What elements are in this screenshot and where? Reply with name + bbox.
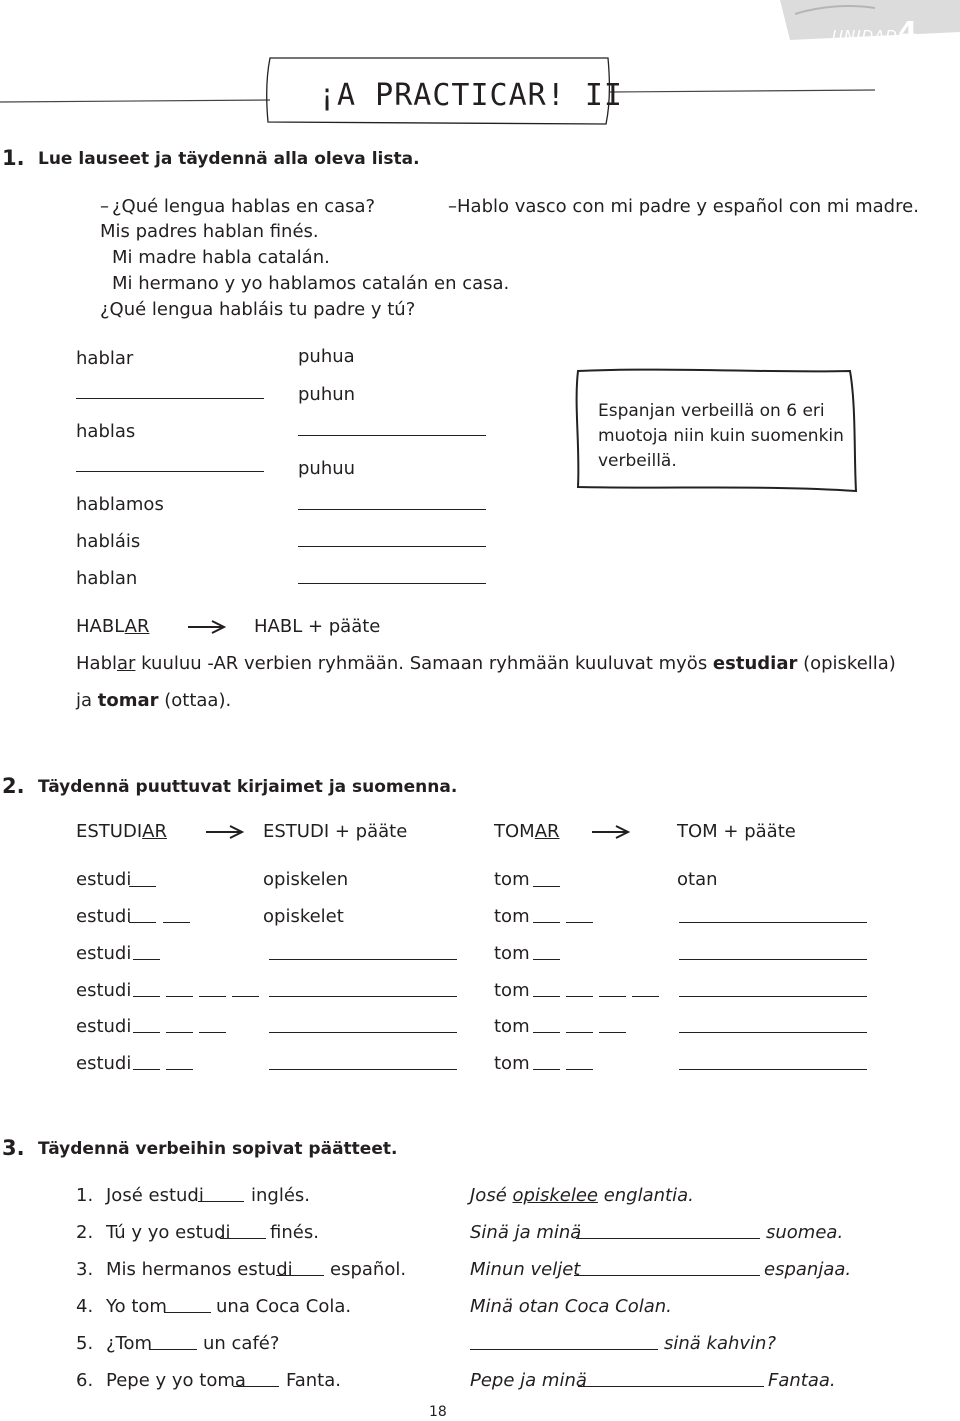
translation-line: José opiskelee englantia.: [470, 1185, 694, 1206]
translation-blank[interactable]: [679, 1032, 867, 1033]
explanation-line-2: ja tomar (ottaa).: [76, 690, 232, 711]
answer-blank[interactable]: [298, 546, 486, 547]
sentence-end: inglés.: [251, 1185, 311, 1206]
item-number: 4.: [76, 1296, 94, 1317]
form-es: hablas: [76, 421, 136, 442]
arrow-icon: [592, 825, 632, 839]
translation-line: Minä otan Coca Colan.: [470, 1296, 672, 1317]
letter-blank[interactable]: [133, 959, 160, 960]
sentence-start: Tú y yo estudi: [106, 1222, 231, 1243]
stem-tom: tom: [494, 906, 530, 927]
stem-estudi: estudi: [76, 906, 132, 927]
form-fi: puhuu: [298, 458, 356, 479]
rule-ending: AR: [124, 616, 150, 637]
letter-blank[interactable]: [133, 1032, 160, 1033]
page-title: ¡A PRACTICAR! II: [318, 78, 623, 113]
item-number: 5.: [76, 1333, 94, 1354]
dialog-line: Mi madre habla catalán.: [112, 247, 330, 268]
letter-blank[interactable]: [232, 996, 259, 997]
exercise-1-number: 1.: [2, 146, 25, 170]
translation-start: Minun veljet: [470, 1259, 581, 1280]
translation-blank[interactable]: [574, 1275, 760, 1276]
stem-tom: tom: [494, 980, 530, 1001]
exercise-3-number: 3.: [2, 1136, 25, 1160]
letter-blank[interactable]: [163, 922, 190, 923]
ending-blank[interactable]: [233, 1386, 279, 1387]
letter-blank[interactable]: [632, 996, 659, 997]
dialog-line: ¿Qué lengua hablas en casa?: [112, 196, 376, 217]
sentence-start: Yo tom: [106, 1296, 167, 1317]
translation-tom: otan: [677, 869, 718, 890]
form-es: habláis: [76, 531, 141, 552]
unit-label: UNIDAD: [832, 27, 898, 45]
note-line: muotoja niin kuin suomenkin: [598, 426, 844, 446]
ending-blank[interactable]: [220, 1238, 266, 1239]
tomar-verb: TOMAR: [494, 821, 560, 842]
letter-blank[interactable]: [199, 1032, 226, 1033]
letter-blank[interactable]: [599, 996, 626, 997]
translation-end: espanjaa.: [764, 1259, 852, 1280]
form-es: hablan: [76, 568, 138, 589]
sentence-end: español.: [330, 1259, 407, 1280]
form-fi: puhun: [298, 384, 356, 405]
letter-blank[interactable]: [533, 886, 560, 887]
letter-blank[interactable]: [199, 996, 226, 997]
letter-blank[interactable]: [533, 996, 560, 997]
letter-blank[interactable]: [566, 1032, 593, 1033]
translation-blank[interactable]: [470, 1349, 658, 1350]
note-line: verbeillä.: [598, 451, 677, 471]
ending-blank[interactable]: [149, 1349, 197, 1350]
stem-estudi: estudi: [76, 980, 132, 1001]
stem-tom: tom: [494, 869, 530, 890]
letter-blank[interactable]: [533, 1032, 560, 1033]
letter-blank[interactable]: [566, 922, 593, 923]
page-number: 18: [429, 1404, 447, 1420]
stem-estudi: estudi: [76, 1016, 132, 1037]
stem-tom: tom: [494, 943, 530, 964]
rule-stem: HABL: [76, 616, 125, 637]
translation-end: suomea.: [766, 1222, 844, 1243]
exercise-2-instruction: Täydennä puuttuvat kirjaimet ja suomenna.: [38, 777, 458, 797]
letter-blank[interactable]: [566, 1069, 593, 1070]
sentence-end: Fanta.: [286, 1370, 341, 1391]
answer-blank[interactable]: [298, 509, 486, 510]
translation-blank[interactable]: [679, 959, 867, 960]
translation-end: sinä kahvin?: [664, 1333, 777, 1354]
letter-blank[interactable]: [166, 1069, 193, 1070]
letter-blank[interactable]: [566, 996, 593, 997]
translation-blank[interactable]: [576, 1238, 760, 1239]
item-number: 1.: [76, 1185, 94, 1206]
translation-blank[interactable]: [269, 996, 457, 997]
letter-blank[interactable]: [166, 996, 193, 997]
letter-blank[interactable]: [166, 1032, 193, 1033]
answer-blank[interactable]: [76, 398, 264, 399]
ending-blank[interactable]: [198, 1201, 244, 1202]
item-number: 3.: [76, 1259, 94, 1280]
ending-blank[interactable]: [276, 1275, 324, 1276]
sentence-end: una Coca Cola.: [216, 1296, 352, 1317]
letter-blank[interactable]: [533, 959, 560, 960]
stem-estudi: estudi: [76, 1053, 132, 1074]
sentence-end: un café?: [203, 1333, 280, 1354]
answer-blank[interactable]: [298, 435, 486, 436]
exercise-3-instruction: Täydennä verbeihin sopivat päätteet.: [38, 1139, 398, 1159]
stem-tom: tom: [494, 1053, 530, 1074]
arrow-icon: [188, 620, 228, 634]
answer-blank[interactable]: [76, 471, 264, 472]
translation-blank[interactable]: [679, 996, 867, 997]
form-es: hablamos: [76, 494, 164, 515]
unit-number: 4: [898, 15, 918, 48]
exercise-2-number: 2.: [2, 774, 25, 798]
letter-blank[interactable]: [133, 996, 160, 997]
dialog-line: ¿Qué lengua habláis tu padre y tú?: [100, 299, 416, 320]
letter-blank[interactable]: [133, 1069, 160, 1070]
translation-blank[interactable]: [269, 959, 457, 960]
stem-tom: tom: [494, 1016, 530, 1037]
exercise-1-instruction: Lue lauseet ja täydennä alla oleva lista.: [38, 149, 420, 169]
item-number: 2.: [76, 1222, 94, 1243]
arrow-icon: [206, 825, 246, 839]
ending-blank[interactable]: [164, 1312, 211, 1313]
sentence-start: ¿Tom: [106, 1333, 153, 1354]
translation-end: Fantaa.: [768, 1370, 836, 1391]
stem-estudi: estudi: [76, 869, 132, 890]
dialog-dash: –: [100, 196, 109, 217]
stem-estudi: estudi: [76, 943, 132, 964]
dialog-line: Mis padres hablan finés.: [100, 221, 319, 242]
dialog-line: Mi hermano y yo hablamos catalán en casa.: [112, 273, 510, 294]
rule-verb: [76, 616, 149, 637]
letter-blank[interactable]: [533, 1069, 560, 1070]
translation-blank[interactable]: [679, 922, 867, 923]
translation-blank[interactable]: [679, 1069, 867, 1070]
estudiar-verb: ESTUDIAR: [76, 821, 167, 842]
item-number: 6.: [76, 1370, 94, 1391]
translation-blank[interactable]: [269, 1069, 457, 1070]
translation-start: Pepe ja minä: [470, 1370, 587, 1391]
sentence-start: Mis hermanos estudi: [106, 1259, 293, 1280]
sentence-start: Pepe y yo toma: [106, 1370, 246, 1391]
translation-estudi: opiskelen: [263, 869, 349, 890]
explanation-line-1: Hablar kuuluu -AR verbien ryhmään. Samaan ryhmään kuuluvat myös estudiar (opiskella): [76, 653, 896, 674]
letter-blank[interactable]: [533, 922, 560, 923]
sentence-start: José estudi: [106, 1185, 204, 1206]
translation-blank[interactable]: [578, 1386, 764, 1387]
form-fi: puhua: [298, 346, 355, 367]
tomar-result: TOM + pääte: [677, 821, 796, 842]
translation-start: Sinä ja minä: [470, 1222, 582, 1243]
letter-blank[interactable]: [599, 1032, 626, 1033]
letter-blank[interactable]: [129, 922, 156, 923]
sentence-end: finés.: [270, 1222, 319, 1243]
answer-blank[interactable]: [298, 583, 486, 584]
form-es: hablar: [76, 348, 134, 369]
translation-blank[interactable]: [269, 1032, 457, 1033]
letter-blank[interactable]: [129, 886, 156, 887]
estudiar-result: ESTUDI + pääte: [263, 821, 408, 842]
dialog-answer: –Hablo vasco con mi padre y español con mi madre.: [448, 196, 919, 217]
translation-estudi: opiskelet: [263, 906, 344, 927]
rule-result: HABL + pääte: [254, 616, 381, 637]
note-line: Espanjan verbeillä on 6 eri: [598, 401, 825, 421]
